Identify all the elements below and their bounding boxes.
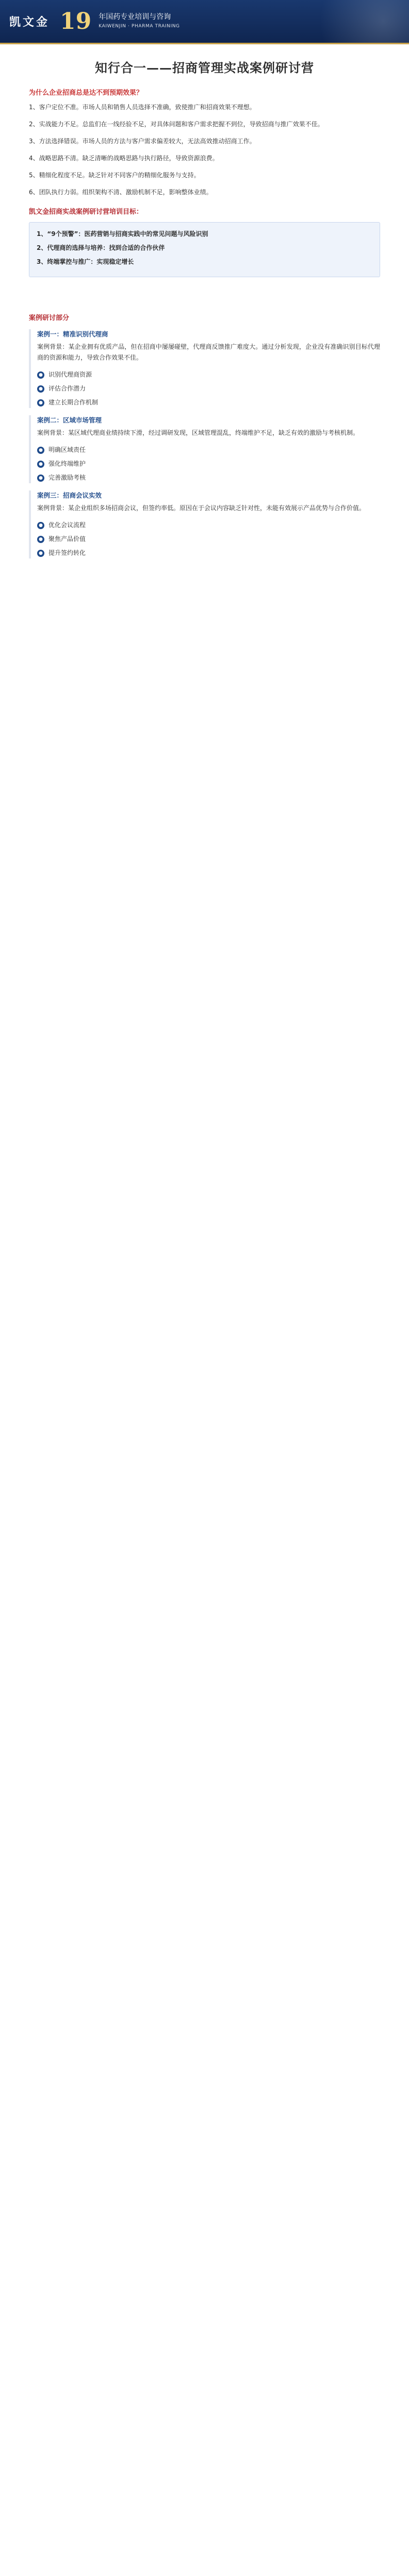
bullet-icon: ● xyxy=(37,550,44,557)
page-title: 知行合一——招商管理实战案例研讨营 xyxy=(95,60,314,75)
bullet-icon: ● xyxy=(37,461,44,468)
case-card xyxy=(29,490,380,558)
brand: 凯文金 xyxy=(9,15,50,29)
case-point-text: 建立长期合作机制 xyxy=(48,399,99,406)
case-text: 案例背景：某企业组织多场招商会议，但签约率低。原因在于会议内容缺乏针对性，未能有效展示产品优势与合作价值。 xyxy=(37,504,366,512)
case-point-text: 强化终端维护 xyxy=(48,460,86,467)
content xyxy=(0,44,409,558)
case-point xyxy=(37,520,380,531)
highlight-line: 2、代理商的选择与培养：找到合适的合作伙伴 xyxy=(37,244,165,251)
case-point xyxy=(37,397,380,408)
case-point-text: 评估合作潜力 xyxy=(48,385,86,392)
banner-subtitle-en: KAIWENJIN · PHARMA TRAINING xyxy=(99,23,180,29)
case-point-text: 完善激励考核 xyxy=(48,474,86,481)
question-1: 为什么企业招商总是达不到预期效果？ xyxy=(29,89,143,97)
case-title: 案例一：精准识别代理商 xyxy=(37,330,108,338)
question-1-items xyxy=(29,102,380,198)
case-point xyxy=(37,548,380,558)
highlight-line: 1、“9个预警”：医药营销与招商实践中的常见问题与风险识别 xyxy=(37,230,208,238)
banner xyxy=(0,0,409,44)
question-1-item: 3、方法选择错误。市场人员的方法与客户需求偏差较大，无法高效推动招商工作。 xyxy=(29,138,256,145)
case-point-text: 提升签约转化 xyxy=(48,549,86,556)
banner-number: 19 xyxy=(60,8,92,35)
section-title: 凯文金招商实战案例研讨营培训目标： xyxy=(29,208,143,216)
case-title: 案例三：招商会议实效 xyxy=(37,492,102,499)
bullet-icon: ● xyxy=(37,536,44,543)
case-title: 案例二：区域市场管理 xyxy=(37,416,102,424)
case-point-text: 优化会议流程 xyxy=(48,521,86,529)
case-point xyxy=(37,383,380,394)
case-section-title: 案例研讨部分 xyxy=(29,314,70,322)
case-card xyxy=(29,329,380,408)
question-1-item: 6、团队执行力弱。组织架构不清、激励机制不足，影响整体业绩。 xyxy=(29,189,212,196)
case-point xyxy=(37,459,380,469)
highlight-line: 3、终端掌控与推广：实现稳定增长 xyxy=(37,258,134,265)
bullet-icon: ● xyxy=(37,385,44,393)
highlight-box xyxy=(29,222,380,277)
question-1-item: 2、实战能力不足。总监们在一线经验不足，对具体问题和客户需求把握不到位，导致招商与推广效果不佳。 xyxy=(29,121,324,128)
banner-subtitle xyxy=(99,12,179,31)
bullet-icon: ● xyxy=(37,371,44,379)
bullet-icon: ● xyxy=(37,474,44,482)
case-text: 案例背景：某企业拥有优质产品，但在招商中屡屡碰壁，代理商反馈推广难度大。通过分析发现，企业没有准确识别目标代理商的资源和能力，导致合作效果不佳。 xyxy=(37,343,380,361)
case-text: 案例背景：某区域代理商业绩持续下滑，经过调研发现，区域管理混乱，终端维护不足，缺乏有效的激励与考核机制。 xyxy=(37,429,359,436)
case-point-text: 明确区域责任 xyxy=(48,446,86,453)
case-point xyxy=(37,534,380,545)
case-point-text: 识别代理商资源 xyxy=(48,371,92,378)
bullet-icon: ● xyxy=(37,522,44,529)
question-1-item: 5、精细化程度不足。缺乏针对不同客户的精细化服务与支持。 xyxy=(29,172,200,179)
case-point xyxy=(37,472,380,483)
question-1-item: 4、战略思路不清。缺乏清晰的战略思路与执行路径，导致资源浪费。 xyxy=(29,155,219,162)
case-point-text: 聚焦产品价值 xyxy=(48,535,86,543)
question-1-item: 1、客户定位不准。市场人员和销售人员选择不准确，致使推广和招商效果不理想。 xyxy=(29,104,256,111)
case-card xyxy=(29,415,380,483)
banner-subtitle-cn: 年国药专业培训与咨询 xyxy=(99,12,171,21)
bullet-icon: ● xyxy=(37,399,44,406)
bullet-icon: ● xyxy=(37,447,44,454)
case-point xyxy=(37,369,380,380)
case-point xyxy=(37,445,380,455)
